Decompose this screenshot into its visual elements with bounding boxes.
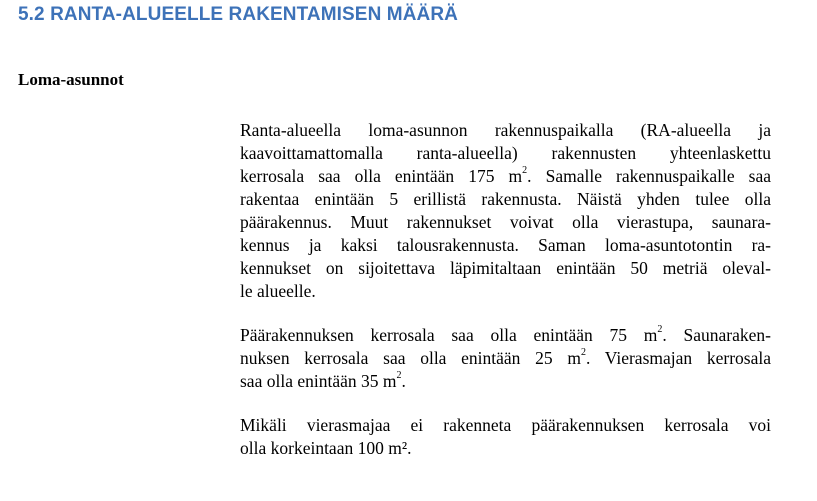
- superscript: 2: [396, 370, 402, 382]
- paragraph: [240, 414, 771, 460]
- text-line: Mikäli vierasmajaa ei rakenneta päärakennuksen kerrosala voi: [240, 415, 771, 435]
- subsection-title: Loma-asunnot: [18, 70, 124, 89]
- paragraph: [240, 324, 771, 393]
- text-line: olla korkeintaan 100 m².: [240, 438, 412, 458]
- superscript: 2: [522, 165, 528, 177]
- text-line: saa olla enintään 35 $m^2$.: [240, 370, 406, 391]
- text-line: päärakennus. Muut rakennukset voivat olla vierastupa, saunara-: [240, 212, 771, 232]
- text-line: nuksen kerrosala saa olla enintään 25 $m^2$. Vierasmajan kerrosala: [240, 347, 771, 368]
- text-line: kennus ja kaksi talousrakennusta. Saman loma-asuntotontin ra-: [240, 235, 771, 255]
- superscript: 2: [657, 324, 663, 336]
- section-title: 5.2 RANTA-ALUEELLE RAKENTAMISEN MÄÄRÄ: [18, 4, 458, 25]
- text-line: kerrosala saa olla enintään 175 $m^2$. Samalle rakennuspaikalle saa: [240, 165, 772, 186]
- text-line: Ranta-alueella loma-asunnon rakennuspaikalla (RA-alueella ja: [240, 120, 771, 140]
- superscript: 2: [580, 347, 586, 359]
- text-line: Päärakennuksen kerrosala saa olla enintään 75 $m^2$. Saunaraken-: [240, 324, 772, 345]
- text-line: kennukset on sijoitettava läpimitaltaan enintään 50 metriä oleval-: [240, 258, 771, 278]
- text-line: kaavoittamattomalla ranta-alueella) rakennusten yhteenlaskettu: [240, 143, 771, 163]
- paragraph: [240, 119, 771, 303]
- body-text: [240, 119, 771, 481]
- text-line: le alueelle.: [240, 281, 316, 301]
- text-line: rakentaa enintään 5 erillistä rakennusta. Näistä yhden tulee olla: [240, 189, 771, 209]
